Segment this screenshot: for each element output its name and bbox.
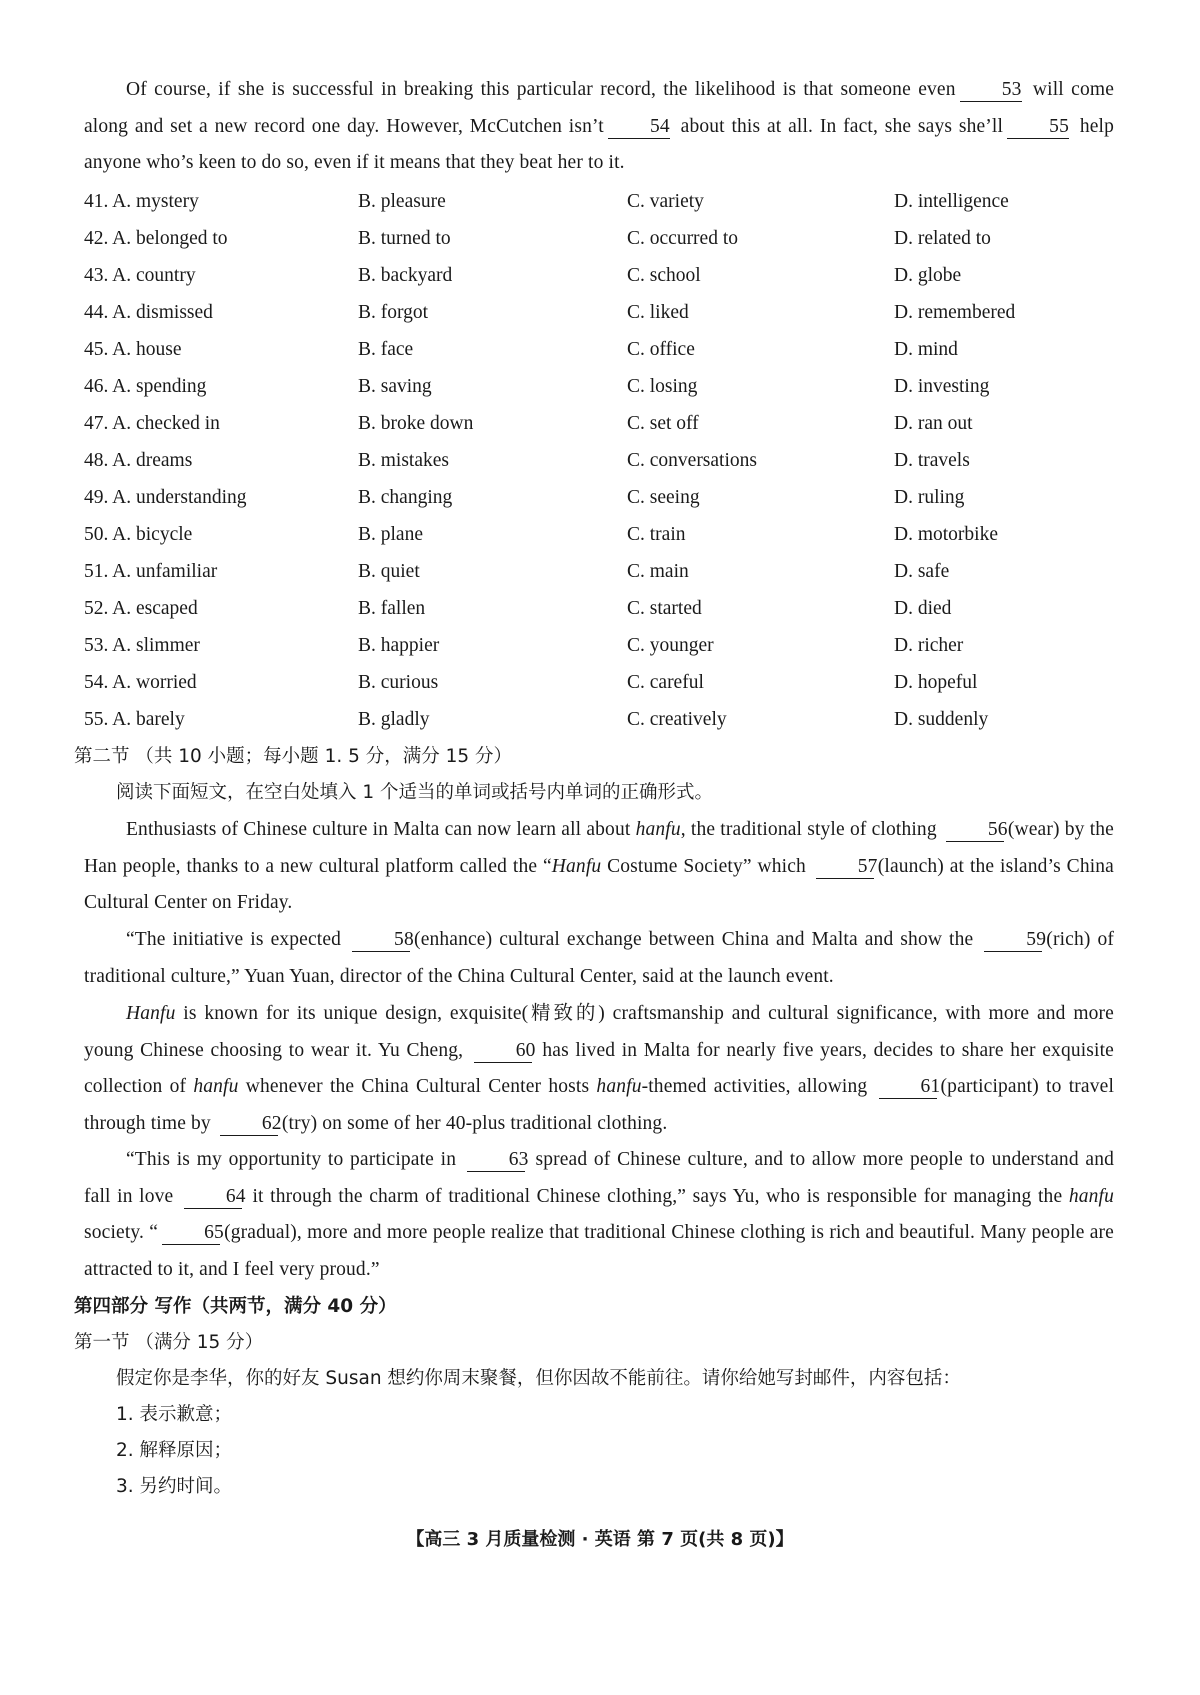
option-d: D. ran out — [894, 413, 973, 434]
option-c: C. train — [627, 524, 686, 545]
hanfu-term: hanfu — [596, 1076, 642, 1097]
blank-55: 55 — [1007, 116, 1069, 139]
hanfu-term: hanfu — [635, 819, 681, 840]
option-b: B. changing — [358, 487, 453, 508]
option-row — [84, 442, 1124, 479]
passage-text: “The initiative is expected — [126, 929, 342, 950]
option-row — [84, 368, 1124, 405]
passage-text: (enhance) cultural exchange between China and Malta and show the — [414, 929, 974, 950]
option-b: B. face — [358, 339, 414, 360]
option-c: C. careful — [627, 672, 704, 693]
option-a: 47. A. checked in — [84, 413, 220, 434]
option-c: C. occurred to — [627, 228, 739, 249]
option-d: D. ruling — [894, 487, 965, 508]
option-a: 48. A. dreams — [84, 450, 193, 471]
part-4-subheading: 第一节 （满分 15 分） — [74, 1332, 264, 1353]
option-c: C. losing — [627, 376, 698, 397]
option-a: 41. A. mystery — [84, 191, 199, 212]
option-b: B. quiet — [358, 561, 420, 582]
passage-2-paragraph-1 — [84, 812, 1114, 922]
page-footer: 【高三 3 月质量检测 · 英语 第 7 页(共 8 页)】 — [406, 1529, 794, 1550]
passage-text: spread of Chinese culture, and to allow more people to understand and fall in love — [84, 1149, 1115, 1207]
option-b: B. curious — [358, 672, 439, 693]
option-c: C. liked — [627, 302, 689, 323]
passage-text: , the traditional style of clothing — [680, 819, 937, 840]
passage-text: (launch) at the island’s China Cultural Center on Friday. — [84, 855, 1114, 913]
passage-text: will come along and set a new record one day. However, McCutchen isn’t — [84, 79, 1114, 137]
blank-53: 53 — [960, 79, 1022, 102]
passage-text: (try) on some of her 40-plus traditional clothing. — [281, 1112, 668, 1134]
option-row — [84, 553, 1124, 590]
option-b: B. mistakes — [358, 450, 449, 471]
option-row — [84, 479, 1124, 516]
passage-text: Enthusiasts of Chinese culture in Malta can now learn all about — [126, 819, 631, 840]
writing-prompt: 假定你是李华，你的好友 Susan 想约你周末聚餐，但你因故不能前往。请你给她写封邮件，内容包括： — [116, 1368, 961, 1389]
passage-text: (rich) of traditional culture,” Yuan Yuan, director of the China Cultural Center, said at the launch event. — [84, 929, 1115, 987]
blank-59: 59 — [984, 929, 1042, 952]
option-b: B. saving — [358, 376, 432, 397]
option-a: 42. A. belonged to — [84, 228, 228, 249]
blank-62: 62 — [220, 1113, 278, 1136]
blank-56: 56 — [946, 819, 1004, 842]
option-d: D. remembered — [894, 302, 1016, 323]
passage-text: Of course, if she is successful in breaking this particular record, the likelihood is that someone even — [126, 79, 956, 100]
passage-2-paragraph-2 — [84, 922, 1114, 995]
option-d: D. globe — [894, 265, 962, 286]
option-c: C. variety — [627, 191, 704, 212]
passage-text: it through the charm of traditional Chinese clothing,” says Yu, who is responsible for managing the — [252, 1185, 1063, 1207]
option-row — [84, 627, 1124, 664]
option-b: B. fallen — [358, 598, 426, 619]
passage-text: whenever the China Cultural Center hosts — [245, 1076, 590, 1097]
option-d: D. related to — [894, 228, 991, 249]
option-a: 50. A. bicycle — [84, 524, 193, 545]
option-row — [84, 590, 1124, 627]
passage-text: is known for its unique design, exquisite(精致的) craftsmanship and cultural significance, with more and more young Chinese choosing to wear it. Yu Cheng, — [84, 1003, 1114, 1061]
option-d: D. intelligence — [894, 191, 1009, 212]
passage-text: (gradual), more and more people realize that traditional Chinese clothing is rich and beautiful. Many people are attracted to it, and I feel very proud.” — [84, 1222, 1114, 1280]
option-a: 44. A. dismissed — [84, 302, 213, 323]
part-4-heading: 第四部分 写作（共两节，满分 40 分） — [74, 1296, 397, 1317]
option-d: D. motorbike — [894, 524, 998, 545]
passage-text: (wear) by the Han people, thanks to a new cultural platform called the “ — [84, 819, 1114, 877]
option-a: 55. A. barely — [84, 709, 185, 730]
hanfu-term: hanfu — [193, 1076, 239, 1097]
writing-point-2: 2. 解释原因； — [116, 1440, 233, 1461]
option-row — [84, 294, 1124, 331]
option-c: C. office — [627, 339, 695, 360]
option-d: D. mind — [894, 339, 958, 360]
option-c: C. started — [627, 598, 702, 619]
blank-63: 63 — [467, 1149, 525, 1172]
blank-57: 57 — [816, 856, 874, 879]
hanfu-term: Hanfu — [126, 1003, 176, 1024]
option-c: C. younger — [627, 635, 714, 656]
option-row — [84, 516, 1124, 553]
passage-text: (participant) to travel through time by — [84, 1076, 1115, 1134]
option-c: C. set off — [627, 413, 699, 434]
option-b: B. backyard — [358, 265, 453, 286]
writing-point-3: 3. 另约时间。 — [116, 1476, 233, 1497]
passage-text: about this at all. In fact, she says she’ll — [680, 115, 1004, 137]
passage-2-paragraph-3 — [84, 996, 1114, 1142]
passage-text: Costume Society” which — [601, 855, 806, 877]
option-row — [84, 257, 1124, 294]
option-b: B. happier — [358, 635, 440, 656]
passage-text: help anyone who’s keen to do so, even if it means that they beat her to it. — [84, 115, 1115, 173]
passage-text: society. “ — [84, 1222, 159, 1243]
option-row — [84, 331, 1124, 368]
option-b: B. gladly — [358, 709, 430, 730]
option-row — [84, 664, 1124, 701]
option-a: 43. A. country — [84, 265, 196, 286]
option-a: 49. A. understanding — [84, 487, 247, 508]
option-a: 53. A. slimmer — [84, 635, 200, 656]
blank-54: 54 — [608, 116, 670, 139]
option-b: B. forgot — [358, 302, 429, 323]
hanfu-term: Hanfu — [551, 855, 602, 877]
blank-58: 58 — [352, 929, 410, 952]
option-row — [84, 220, 1124, 257]
blank-64: 64 — [184, 1186, 242, 1209]
option-b: B. pleasure — [358, 191, 446, 212]
option-c: C. conversations — [627, 450, 757, 471]
passage-paragraph-1 — [84, 72, 1114, 182]
section-2-heading: 第二节 （共 10 小题；每小题 1. 5 分，满分 15 分） — [74, 746, 513, 767]
hanfu-term: hanfu — [1068, 1185, 1115, 1207]
option-d: D. hopeful — [894, 672, 978, 693]
option-row — [84, 701, 1124, 738]
option-a: 51. A. unfamiliar — [84, 561, 218, 582]
option-a: 45. A. house — [84, 339, 182, 360]
option-d: D. died — [894, 598, 952, 619]
passage-text: “This is my opportunity to participate in — [126, 1149, 457, 1170]
option-d: D. safe — [894, 561, 950, 582]
option-c: C. creatively — [627, 709, 727, 730]
option-b: B. broke down — [358, 413, 474, 434]
option-b: B. plane — [358, 524, 423, 545]
blank-61: 61 — [879, 1076, 937, 1099]
option-a: 46. A. spending — [84, 376, 207, 397]
passage-text: has lived in Malta for nearly five years, decides to share her exquisite collection of — [84, 1039, 1114, 1097]
option-row — [84, 405, 1124, 442]
option-d: D. travels — [894, 450, 970, 471]
option-a: 54. A. worried — [84, 672, 197, 693]
option-b: B. turned to — [358, 228, 451, 249]
option-d: D. richer — [894, 635, 964, 656]
option-d: D. investing — [894, 376, 990, 397]
option-d: D. suddenly — [894, 709, 989, 730]
passage-2-paragraph-4 — [84, 1142, 1114, 1288]
option-row — [84, 183, 1124, 220]
option-c: C. school — [627, 265, 701, 286]
option-c: C. main — [627, 561, 689, 582]
writing-point-1: 1. 表示歉意； — [116, 1404, 233, 1425]
passage-text: -themed activities, allowing — [641, 1076, 868, 1097]
blank-65: 65 — [162, 1222, 220, 1245]
section-2-instruction: 阅读下面短文，在空白处填入 1 个适当的单词或括号内单词的正确形式。 — [116, 782, 714, 803]
option-c: C. seeing — [627, 487, 700, 508]
options-table — [84, 183, 1124, 738]
blank-60: 60 — [474, 1040, 532, 1063]
option-a: 52. A. escaped — [84, 598, 198, 619]
